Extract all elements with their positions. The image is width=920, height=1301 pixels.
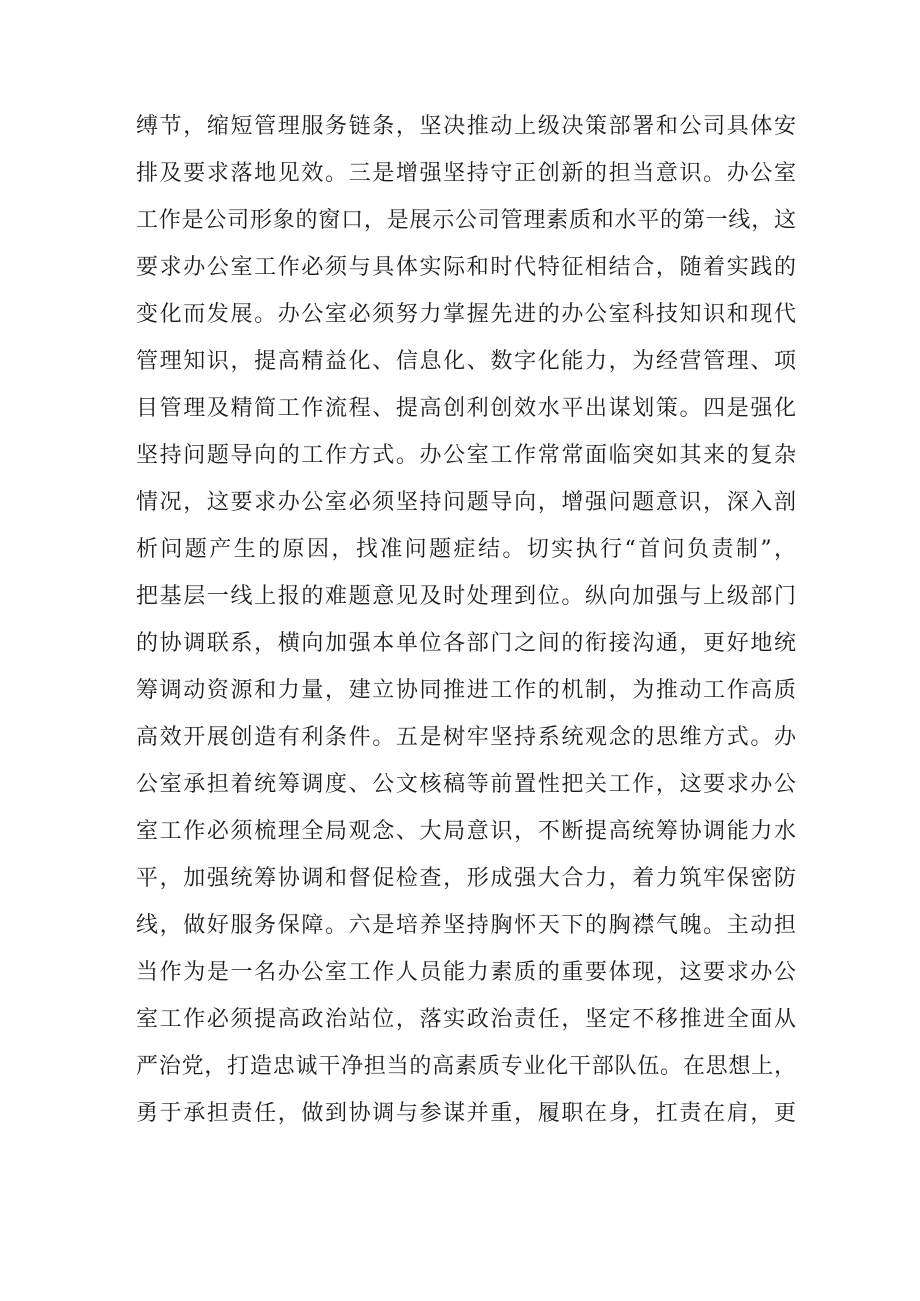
body-paragraph: [136, 103, 796, 1137]
text-line: 线，做好服务保障。六是培养坚持胸怀天下的胸襟气魄。主动担: [136, 913, 796, 938]
text-line: 勇于承担责任，做到协调与参谋并重，履职在身，扛责在肩，更: [136, 1101, 796, 1126]
text-line: 坚持问题导向的工作方式。办公室工作常常面临突如其来的复杂: [136, 443, 796, 468]
text-line: 要求办公室工作必须与具体实际和时代特征相结合，随着实践的: [136, 255, 796, 280]
text-line: 管理知识，提高精益化、信息化、数字化能力，为经营管理、项: [136, 349, 796, 374]
text-line: 把基层一线上报的难题意见及时处理到位。纵向加强与上级部门: [136, 584, 796, 609]
text-line: 公室承担着统筹调度、公文核稿等前置性把关工作，这要求办公: [136, 772, 796, 797]
text-line: 高效开展创造有利条件。五是树牢坚持系统观念的思维方式。办: [136, 725, 796, 750]
text-line: 室工作必须梳理全局观念、大局意识，不断提高统筹协调能力水: [136, 819, 796, 844]
text-line: 平，加强统筹协调和督促检查，形成强大合力，着力筑牢保密防: [136, 866, 796, 891]
text-line: 的协调联系，横向加强本单位各部门之间的衔接沟通，更好地统: [136, 631, 796, 656]
text-line: 筹调动资源和力量，建立协同推进工作的机制，为推动工作高质: [136, 678, 796, 703]
text-line: 缚节，缩短管理服务链条，坚决推动上级决策部署和公司具体安: [136, 114, 796, 139]
text-line: 析问题产生的原因，找准问题症结。切实执行“首问负责制”，: [136, 537, 796, 562]
text-line: 室工作必须提高政治站位，落实政治责任，坚定不移推进全面从: [136, 1007, 796, 1032]
text-line: 排及要求落地见效。三是增强坚持守正创新的担当意识。办公室: [136, 161, 796, 186]
text-line: 严治党，打造忠诚干净担当的高素质专业化干部队伍。在思想上，: [136, 1054, 796, 1079]
text-line: 当作为是一名办公室工作人员能力素质的重要体现，这要求办公: [136, 960, 796, 985]
text-line: 情况，这要求办公室必须坚持问题导向，增强问题意识，深入剖: [136, 490, 796, 515]
text-line: 目管理及精简工作流程、提高创利创效水平出谋划策。四是强化: [136, 396, 796, 421]
text-line: 工作是公司形象的窗口，是展示公司管理素质和水平的第一线，这: [136, 208, 796, 233]
text-line: 变化而发展。办公室必须努力掌握先进的办公室科技知识和现代: [136, 302, 796, 327]
